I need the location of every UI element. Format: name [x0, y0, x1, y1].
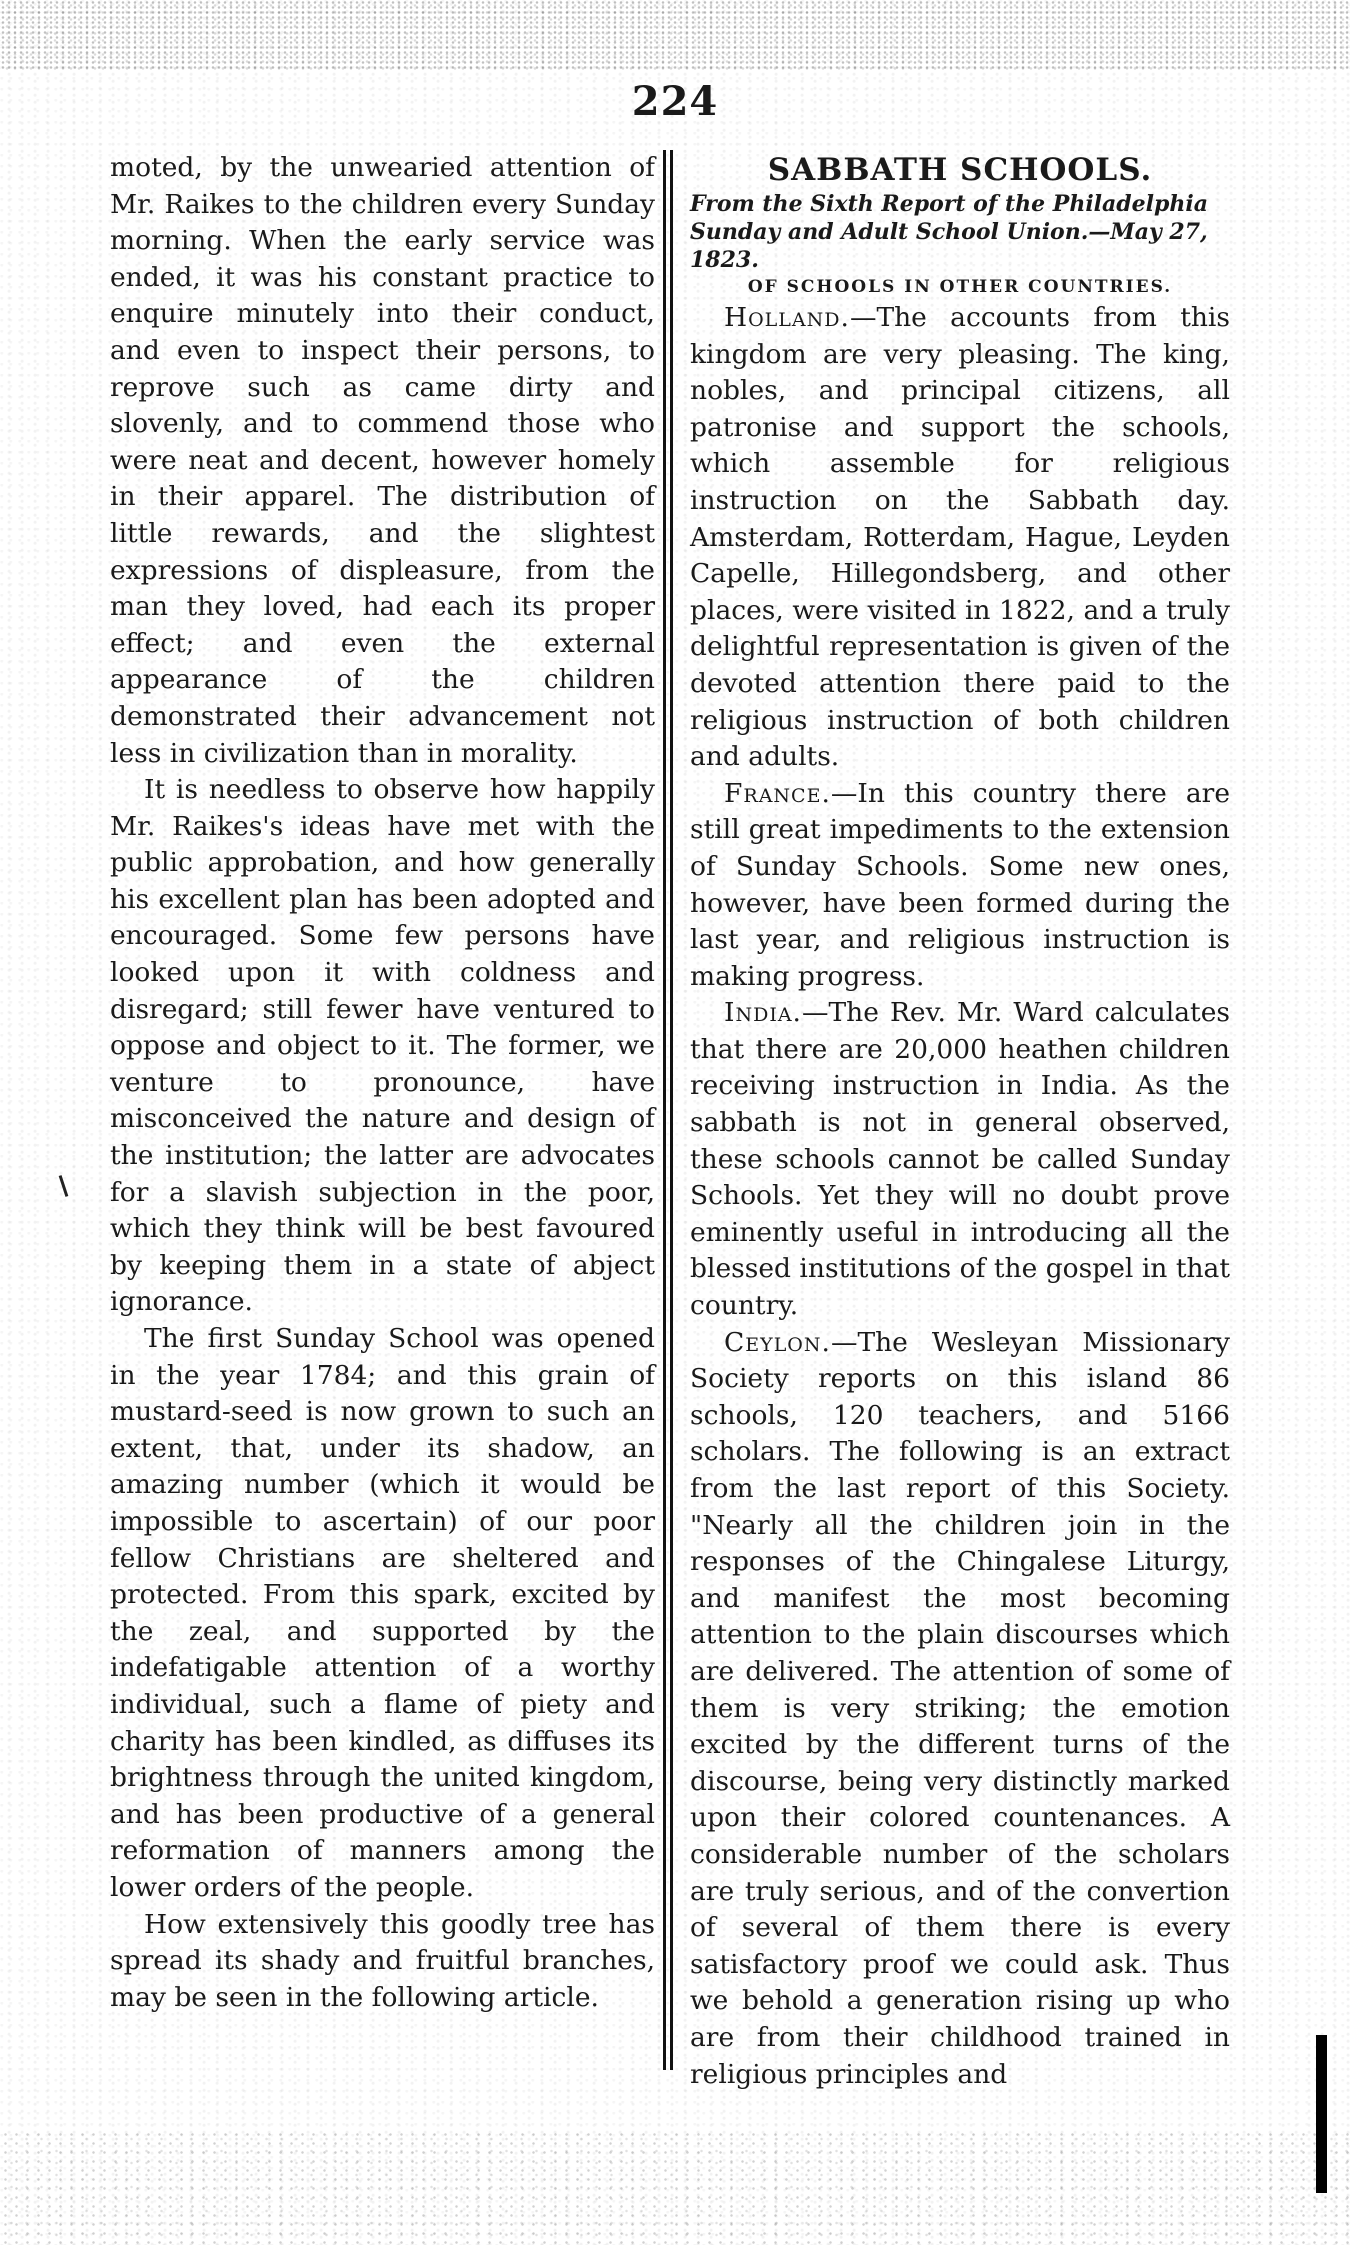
- right-column: [690, 150, 1230, 2093]
- left-paragraph-1: moted, by the unwearied attention of Mr. Raikes to the children every Sunday morning. When the early service was ended, it was his constant practice to enquire minutely into their conduct, and even to inspect their persons, to reprove such as came dirty and slovenly, and to commend those who were neat and decent, however homely in their apparel. The distribution of little rewards, and the slightest expressions of displeasure, from the man they loved, had each its proper effect; and even the external appearance of the children demonstrated their advancement not less in civilization than in morality.: [110, 152, 655, 769]
- left-paragraph-3: The first Sunday School was opened in the year 1784; and this grain of mustard-seed is now grown to such an extent, that, under its shadow, an amazing number (which it would be impossible to ascertain) of our poor fellow Christians are sheltered and protected. From this spark, excited by the zeal, and supported by the indefatigable attention of a worthy individual, such a flame of piety and charity has been kindled, as diffuses its brightness through the united kingdom, and has been productive of a general reformation of manners among the lower orders of the people.: [110, 1323, 655, 1903]
- top-print-noise: [0, 0, 1350, 70]
- left-paragraph-2: It is needless to observe how happily Mr. Raikes's ideas have met with the public approbation, and how generally his excellent plan has been adopted and encouraged. Some few persons have looked upon it with coldness and disregard; still fewer have ventured to oppose and object to it. The former, we venture to pronounce, have misconceived the nature and design of the institution; the latter are advocates for a slavish subjection in the poor, which they think will be best favoured by keeping them in a state of abject ignorance.: [110, 774, 655, 1318]
- article-title: SABBATH SCHOOLS.: [767, 152, 1153, 188]
- column-divider-right-rule: [670, 150, 673, 2070]
- section-india-text: —The Rev. Mr. Ward calculates that there are 20,000 heathen children receiving instruction in India. As the sabbath is not in general observed, these schools cannot be called Sunday Schools. Yet they will no doubt prove eminently useful in introducing all the blessed institutions of the gospel in that country.: [690, 997, 1230, 1322]
- section-india: [690, 995, 1230, 1324]
- column-divider-left-rule: [663, 150, 666, 2070]
- section-ceylon: [690, 1325, 1230, 2093]
- section-india-lead: India.: [724, 997, 802, 1029]
- section-france: [690, 776, 1230, 996]
- margin-ink-mark: [59, 1175, 69, 1197]
- article-subhead: OF SCHOOLS IN OTHER COUNTRIES.: [747, 277, 1173, 297]
- left-paragraph-4: How extensively this goodly tree has spread its shady and fruitful branches, may be seen in the following article.: [110, 1908, 655, 2013]
- left-column: [110, 150, 655, 2016]
- section-holland-lead: Holland.: [724, 302, 850, 333]
- section-holland: [690, 300, 1230, 776]
- section-holland-text: —The accounts from this kingdom are very pleasing. The king, nobles, and principal citizens, all patronise and support the schools, which assemble for religious instruction on the Sabbath day. Amsterdam, Rotterdam, Hague, Leyden Capelle, Hillegondsberg, and other places, were visited in 1822, and a truly delightful representation is given of the devoted attention there paid to the religious instruction of both children and adults.: [690, 302, 1230, 773]
- section-france-text: —In this country there are still great impediments to the extension of Sunday Schools. Some new ones, however, have been formed during the last year, and religious instruction is making progress.: [690, 777, 1230, 992]
- section-ceylon-text: —The Wesleyan Missionary Society reports on this island 86 schools, 120 teachers, and 5166 scholars. The following is an extract from the last report of this Society. "Nearly all the children join in the responses of the Chingalese Liturgy, and manifest the most becoming attention to the plain discourses which are delivered. The attention of some of them is very striking; the emotion excited by the different turns of the discourse, being very distinctly marked upon their colored countenances. A considerable number of the scholars are truly serious, and of the convertion of several of them there is every satisfactory proof we could ask. Thus we behold a generation rising up who are from their childhood trained in religious principles and: [690, 1326, 1230, 2090]
- margin-black-bar: [1316, 2035, 1327, 2193]
- section-ceylon-lead: Ceylon.: [724, 1326, 831, 1358]
- page-number: 224: [631, 78, 719, 125]
- article-source: From the Sixth Report of the Philadelphia Sunday and Adult School Union.—May 27, 1823.: [690, 191, 1209, 273]
- bottom-print-noise: [0, 2130, 1350, 2245]
- section-france-lead: France.: [724, 777, 831, 809]
